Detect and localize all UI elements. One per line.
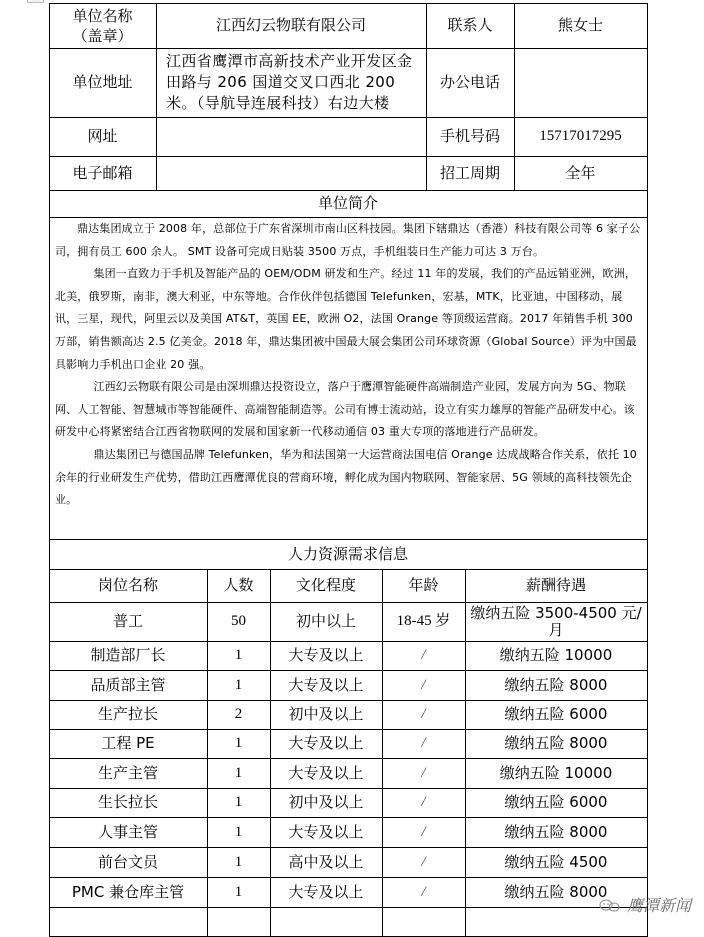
address-value: 江西省鹰潭市高新技术产业开发区金田路与 206 国道交叉口西北 200 米。（导航导连展科技）右边大楼: [166, 52, 413, 112]
grid-line: [49, 729, 648, 730]
grid-line: [426, 3, 427, 190]
intro-title: 单位简介: [317, 194, 378, 212]
hr-cell-education: [270, 907, 382, 937]
website-value: [156, 117, 426, 156]
office-phone-label: 办公电话: [439, 73, 500, 91]
hr-cell-salary: 缴纳五险 8000: [504, 734, 608, 752]
hr-cell-headcount: 1: [234, 853, 243, 870]
grid-line: [49, 117, 648, 118]
grid-line: [49, 602, 648, 603]
hr-cell-education: 初中及以上: [288, 705, 364, 723]
hr-cell-education: 大专及以上: [288, 646, 364, 664]
grid-line: [49, 156, 648, 157]
grid-line: [49, 670, 648, 671]
grid-line: [156, 3, 157, 190]
hr-cell-age: 18-45 岁: [396, 613, 451, 629]
hr-cell-position: 生产主管: [97, 763, 158, 782]
hr-cell-age: /: [421, 853, 426, 870]
grid-line: [49, 788, 648, 789]
grid-line: [207, 569, 208, 937]
grid-line: [49, 3, 50, 937]
hr-cell-position: 工程 PE: [101, 734, 155, 752]
hr-cell-salary: 缴纳五险 6000: [504, 705, 608, 723]
hr-header-headcount: 人数: [223, 576, 254, 594]
hr-cell-age: /: [421, 676, 426, 693]
grid-line: [49, 877, 648, 878]
hr-cell-position: PMC 兼仓库主管: [71, 882, 185, 901]
period-value: 全年: [565, 163, 596, 182]
hr-cell-position: [49, 907, 207, 937]
hr-cell-position: 生长拉长: [97, 793, 158, 811]
hr-cell-headcount: 1: [234, 735, 243, 751]
grid-line: [382, 569, 383, 937]
hr-cell-education: 大专及以上: [288, 822, 364, 841]
hr-cell-salary: 缴纳五险 10000: [499, 763, 613, 782]
company-name-value: 江西幻云物联有限公司: [215, 16, 366, 34]
hr-cell-education: 大专及以上: [288, 734, 364, 752]
hr-cell-headcount: 2: [234, 706, 243, 722]
hr-cell-age: /: [421, 794, 426, 810]
hr-cell-age: /: [421, 706, 426, 722]
grid-line: [514, 3, 515, 190]
hr-cell-headcount: 1: [234, 883, 243, 900]
hr-cell-headcount: 1: [234, 647, 243, 663]
intro-paragraph: 江西幻云物联有限公司是由深圳鼎达投资设立，落户于鹰潭智能硬件高端制造产业园，发展方向为 5G、物联网、人工智能、智慧城市等智能硬件、高端智能制造等。公司有博士流动站，设立有实力雄厚的智能产品研发中心。该研发中心将紧密结合江西省物联网的发展和国家新一代移动通信 03 重大专项的落地进行产品研发。: [55, 380, 635, 439]
hr-cell-age: /: [421, 647, 426, 663]
hr-cell-age: /: [421, 764, 426, 781]
grid-line: [49, 817, 648, 818]
hr-header-salary: 薪酬待遇: [525, 576, 586, 594]
hr-header-age: 年龄: [408, 576, 439, 594]
grid-line: [270, 569, 271, 937]
corner-marker: [27, 0, 44, 3]
watermark-text: 鹰潭新闻: [627, 896, 692, 915]
watermark: [597, 893, 691, 916]
grid-line: [49, 700, 648, 701]
company-name-label: 单位名称 （盖章）: [72, 6, 133, 45]
grid-line: [49, 569, 648, 570]
hr-cell-age: /: [421, 735, 426, 751]
wechat-icon: [597, 897, 623, 913]
hr-cell-position: 品质部主管: [90, 675, 166, 694]
hr-cell-salary: 缴纳五险 3500-4500 元/月: [470, 603, 642, 639]
grid-line: [49, 641, 648, 642]
hr-header-position: 岗位名称: [97, 576, 158, 594]
hr-cell-position: 普工: [112, 612, 143, 630]
intro-paragraph: 集团一直致力于手机及智能产品的 OEM/ODM 研发和生产。经过 11 年的发展，我们的产品远销亚洲，欧洲，北美，俄罗斯，南非，澳大利亚，中东等地。合作伙伴包括德国 Telefunken，宏基，MTK，比亚迪，中国移动，展讯，三星，现代，阿里云以及美国 AT&T，英国 EE，欧洲 O2，法国 Orange 等顶级运营商。2017 年销售手机 300 万部，销售额高达 2.5 亿美金。2018 年，鼎达集团被中国最大展会集团公司环球资源（Global Source）评为中国最具影响力手机出口企业 20 强。: [55, 267, 637, 371]
hr-cell-education: 大专及以上: [288, 763, 364, 782]
intro-paragraph: 鼎达集团已与德国品牌 Telefunken，华为和法国第一大运营商法国电信 Orange 达成战略合作关系，依托 10 余年的行业研发生产优势，借助江西鹰潭优良的营商环境，孵化成为国内物联网、智能家居、5G 领域的高科技领先企业。: [55, 447, 637, 507]
email-value: [156, 156, 426, 190]
hr-cell-education: 大专及以上: [288, 882, 364, 901]
grid-line: [49, 907, 648, 908]
company-intro: [55, 218, 643, 512]
hr-cell-position: 生产拉长: [97, 705, 158, 723]
hr-cell-salary: 缴纳五险 8000: [504, 882, 608, 901]
hr-cell-position: 前台文员: [97, 852, 158, 871]
mobile-label: 手机号码: [439, 127, 500, 145]
email-label: 电子邮箱: [72, 163, 133, 182]
period-label: 招工周期: [439, 163, 500, 182]
grid-line: [49, 539, 648, 540]
intro-paragraph: 鼎达集团成立于 2008 年，总部位于广东省深圳市南山区科技园。集团下辖鼎达（香港）科技有限公司等 6 家子公司，拥有员工 600 余人。 SMT 设备可完成日贴装 3500 万点，手机组装日生产能力可达 3 万台。: [55, 222, 641, 258]
hr-cell-headcount: 1: [234, 794, 243, 810]
website-label: 网址: [87, 127, 118, 145]
hr-cell-salary: 缴纳五险 8000: [504, 822, 608, 841]
grid-line: [49, 847, 648, 848]
hr-cell-salary: 缴纳五险 8000: [504, 675, 608, 694]
hr-cell-age: /: [421, 883, 426, 900]
grid-line: [49, 48, 648, 49]
contact-label: 联系人: [447, 16, 493, 34]
address-label: 单位地址: [72, 73, 133, 91]
grid-line: [49, 758, 648, 759]
hr-title: 人力资源需求信息: [287, 544, 408, 563]
hr-cell-headcount: 1: [234, 823, 243, 840]
contact-value: 熊女士: [557, 16, 603, 34]
grid-line: [465, 569, 466, 937]
hr-cell-education: 大专及以上: [288, 675, 364, 694]
hr-cell-salary: 缴纳五险 10000: [499, 646, 613, 664]
grid-line: [647, 3, 648, 937]
hr-cell-headcount: 1: [234, 676, 243, 693]
hr-cell-headcount: 50: [231, 613, 246, 629]
hr-cell-education: 初中以上: [295, 612, 356, 630]
hr-cell-salary: 缴纳五险 6000: [504, 793, 608, 811]
grid-line: [49, 190, 648, 191]
hr-cell-education: 高中及以上: [288, 852, 364, 871]
mobile-value: 15717017295: [539, 128, 622, 144]
hr-header-education: 文化程度: [295, 576, 356, 594]
hr-cell-position: 人事主管: [97, 822, 158, 841]
hr-cell-education: 初中及以上: [288, 793, 364, 811]
hr-cell-headcount: 1: [234, 764, 243, 781]
office-phone-value: [514, 48, 647, 117]
hr-cell-headcount: [207, 907, 270, 937]
hr-cell-position: 制造部厂长: [90, 646, 166, 664]
grid-line: [49, 3, 648, 4]
hr-cell-age: [382, 907, 465, 937]
grid-line: [49, 217, 648, 218]
hr-cell-salary: 缴纳五险 4500: [504, 852, 608, 871]
hr-cell-age: /: [421, 823, 426, 840]
